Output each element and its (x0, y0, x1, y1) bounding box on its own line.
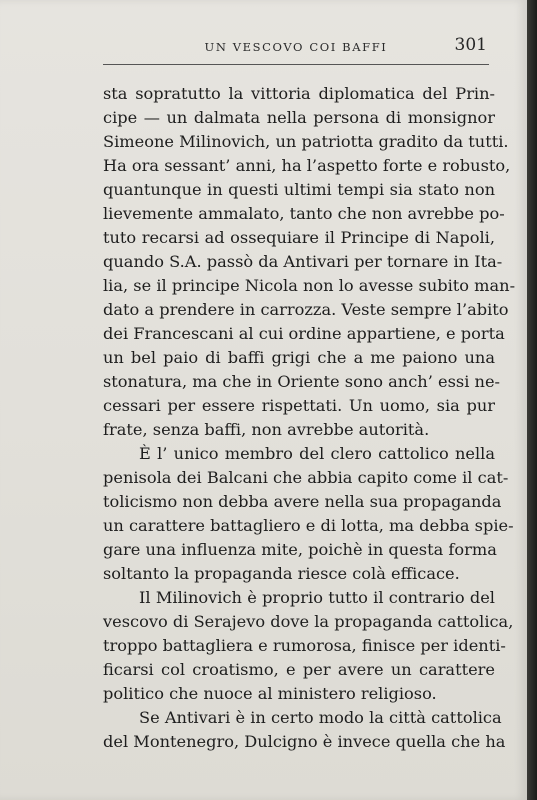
text-line: tolicismo non debba avere nella sua propaganda (103, 492, 502, 511)
text-line: politico che nuoce al ministero religioso. (103, 684, 437, 703)
text-line: frate, senza baffi, non avrebbe autorità. (103, 420, 430, 439)
text-line: cessari per essere rispettati. Un uomo, sia pur (103, 396, 495, 415)
text-line: Ha ora sessant’ anni, ha l’aspetto forte e robusto, (103, 156, 511, 175)
text-line: vescovo di Serajevo dove la propaganda cattolica, (103, 612, 514, 631)
text-line: penisola dei Balcani che abbia capito come il cat- (103, 468, 509, 487)
text-line: quando S.A. passò da Antivari per tornare in Ita- (103, 252, 503, 271)
text-line: Se Antivari è in certo modo la città cattolica (139, 708, 502, 727)
text-line: stonatura, ma che in Oriente sono anch’ essi ne- (103, 372, 500, 391)
text-line: un bel paio di baffi grigi che a me paiono una (103, 348, 495, 367)
text-line: tuto recarsi ad ossequiare il Principe di Napoli, (103, 228, 495, 247)
text-line: gare una influenza mite, poichè in questa forma (103, 540, 497, 559)
text-line: quantunque in questi ultimi tempi sia stato non (103, 180, 495, 199)
running-head (103, 34, 489, 58)
text-line: lievemente ammalato, tanto che non avrebbe po- (103, 204, 505, 223)
text-line: dei Francescani al cui ordine appartiene, e porta (103, 324, 505, 343)
text-line: un carattere battagliero e di lotta, ma debba spie- (103, 516, 514, 535)
text-line: ficarsi col croatismo, e per avere un carattere (103, 660, 495, 679)
text-line: Il Milinovich è proprio tutto il contrario del (139, 588, 495, 607)
text-line: troppo battagliera e rumorosa, finisce per identi- (103, 636, 506, 655)
text-line: È l’ unico membro del clero cattolico nella (139, 444, 495, 463)
header-rule (103, 64, 489, 65)
running-title: UN VESCOVO COI BAFFI (204, 40, 388, 54)
text-line: dato a prendere in carrozza. Veste sempre l’abito (103, 300, 509, 319)
text-line: soltanto la propaganda riesce colà efficace. (103, 564, 460, 583)
text-line: sta sopratutto la vittoria diplomatica del Prin- (103, 84, 495, 103)
text-line: cipe — un dalmata nella persona di monsignor (103, 108, 495, 127)
page-edge-shadow (527, 0, 537, 800)
page-number: 301 (454, 35, 487, 55)
text-line: Simeone Milinovich, un patriotta gradito da tutti. (103, 132, 509, 151)
text-line: lia, se il principe Nicola non lo avesse subito man- (103, 276, 516, 295)
text-line: del Montenegro, Dulcigno è invece quella che ha (103, 732, 506, 751)
